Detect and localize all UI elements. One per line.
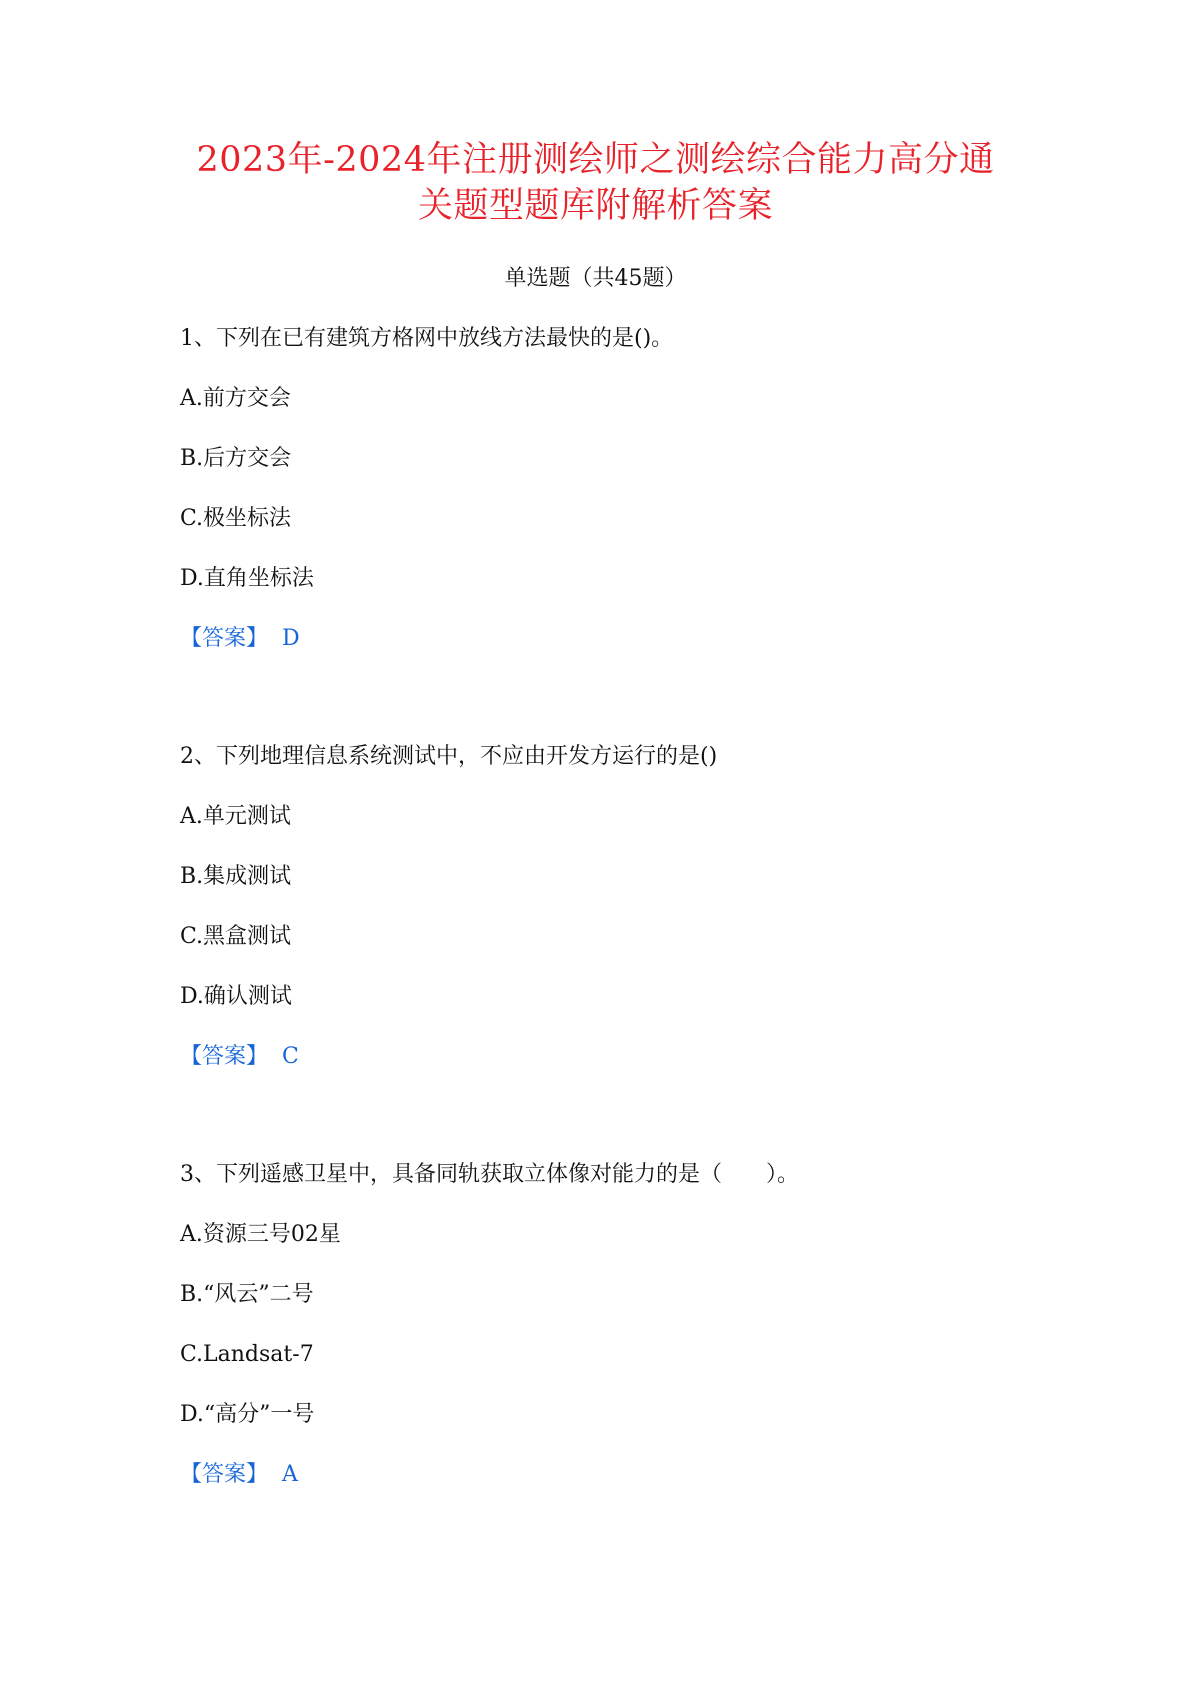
section-heading: 单选题（共45题） <box>504 266 687 291</box>
question-3-option-b: B.“风云”二号 <box>180 1282 314 1307</box>
question-1-option-d: D.直角坐标法 <box>180 566 314 591</box>
document-title-line-1: 2023年-2024年注册测绘师之测绘综合能力高分通 <box>196 140 995 180</box>
question-2-option-d: D.确认测试 <box>180 984 292 1009</box>
question-1-option-b: B.后方交会 <box>180 446 292 471</box>
question-2-option-c: C.黑盒测试 <box>180 924 292 949</box>
question-2-option-b: B.集成测试 <box>180 864 292 889</box>
question-2-stem: 2、下列地理信息系统测试中，不应由开发方运行的是() <box>180 744 718 769</box>
answer-value: C <box>282 1044 299 1069</box>
answer-label: 【答案】 <box>180 1462 269 1487</box>
answer-value: A <box>282 1462 298 1487</box>
question-3-stem: 3、下列遥感卫星中，具备同轨获取立体像对能力的是（ ）。 <box>180 1162 799 1187</box>
question-1-stem: 1、下列在已有建筑方格网中放线方法最快的是()。 <box>180 326 674 351</box>
question-3-answer <box>180 1460 298 1490</box>
question-2-option-a: A.单元测试 <box>180 804 291 829</box>
question-1-option-a: A.前方交会 <box>180 386 291 411</box>
document-title-line-2: 关题型题库附解析答案 <box>417 186 773 226</box>
answer-label: 【答案】 <box>180 1044 269 1069</box>
question-2-answer <box>180 1042 299 1072</box>
question-1-answer <box>180 624 300 654</box>
answer-label: 【答案】 <box>180 626 269 651</box>
answer-value: D <box>282 626 300 651</box>
question-3-option-d: D.“高分”一号 <box>180 1402 315 1427</box>
question-3-option-a: A.资源三号02星 <box>180 1222 341 1247</box>
question-1-option-c: C.极坐标法 <box>180 506 292 531</box>
question-3-option-c: C.Landsat-7 <box>180 1342 314 1367</box>
